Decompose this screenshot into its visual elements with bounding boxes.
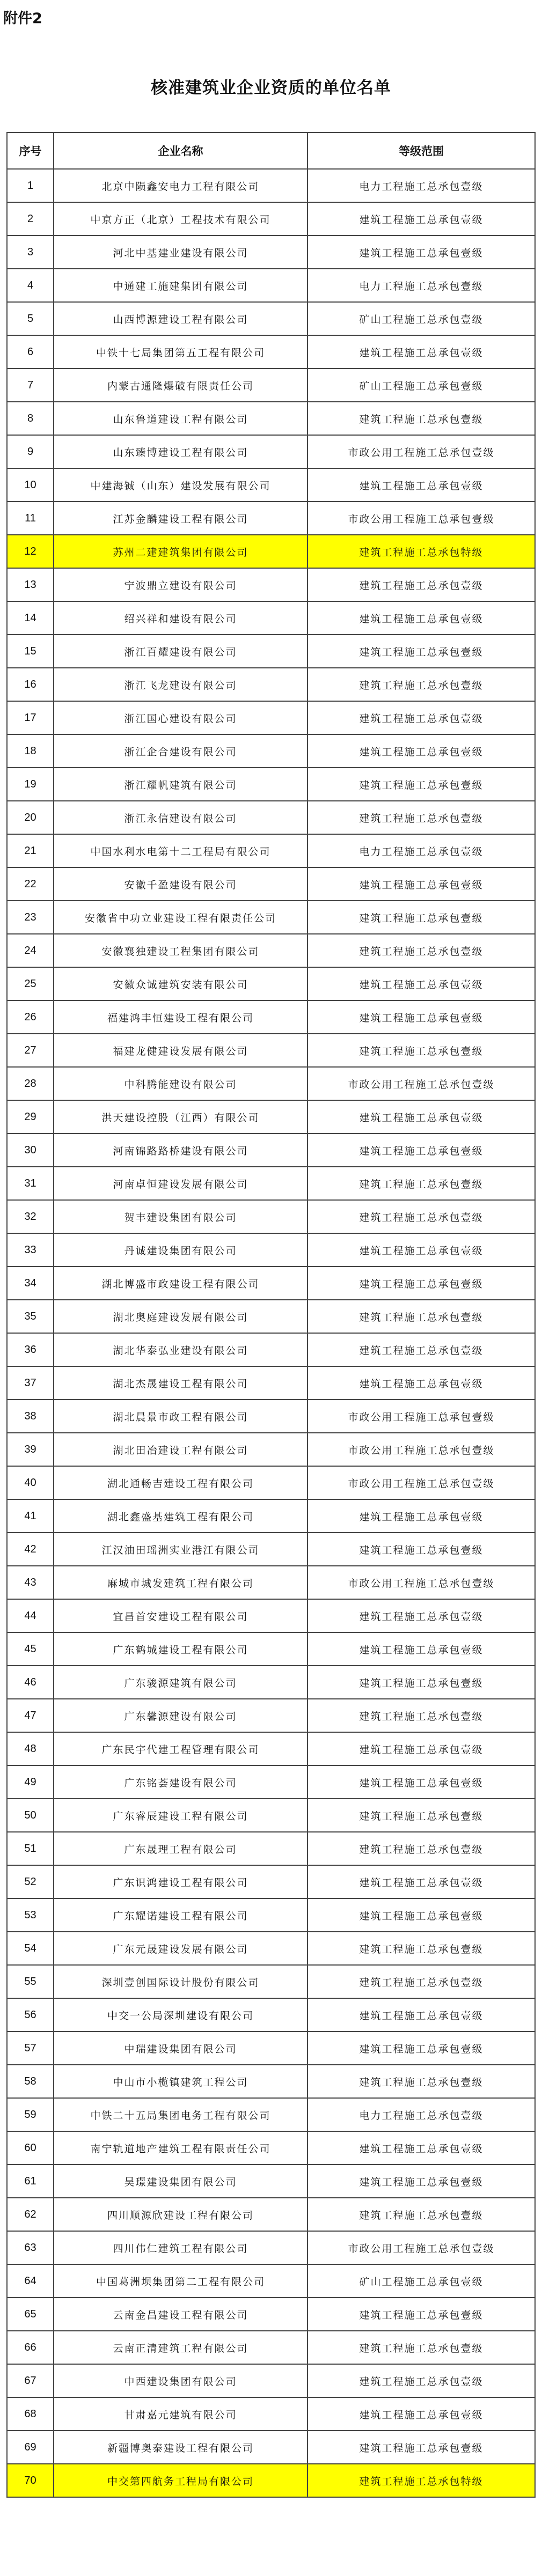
row-company-name: 江苏金麟建设工程有限公司	[54, 502, 307, 535]
row-company-name: 麻城市城发建筑工程有限公司	[54, 1566, 307, 1599]
row-index: 2	[7, 202, 54, 235]
row-scope: 市政公用工程施工总承包壹级	[307, 502, 535, 535]
row-scope: 建筑工程施工总承包壹级	[307, 1300, 535, 1333]
table-row	[7, 1799, 535, 1832]
row-scope: 建筑工程施工总承包壹级	[307, 1599, 535, 1632]
row-index: 65	[7, 2298, 54, 2331]
row-index: 7	[7, 369, 54, 402]
row-scope: 市政公用工程施工总承包壹级	[307, 1400, 535, 1433]
row-company-name: 山东鲁道建设工程有限公司	[54, 402, 307, 435]
row-scope: 建筑工程施工总承包壹级	[307, 2198, 535, 2231]
row-company-name: 安徽千盈建设有限公司	[54, 867, 307, 901]
table-row	[7, 1433, 535, 1466]
row-company-name: 中铁十七局集团第五工程有限公司	[54, 335, 307, 369]
row-company-name: 中京方正（北京）工程技术有限公司	[54, 202, 307, 235]
row-scope: 矿山工程施工总承包壹级	[307, 369, 535, 402]
table-row	[7, 834, 535, 867]
row-scope: 建筑工程施工总承包壹级	[307, 1699, 535, 1732]
row-scope: 市政公用工程施工总承包壹级	[307, 435, 535, 468]
table-row	[7, 502, 535, 535]
row-scope: 建筑工程施工总承包壹级	[307, 202, 535, 235]
row-index: 6	[7, 335, 54, 369]
table-row	[7, 1533, 535, 1566]
row-company-name: 浙江企合建设有限公司	[54, 734, 307, 768]
row-scope: 建筑工程施工总承包壹级	[307, 1732, 535, 1765]
table-row	[7, 967, 535, 1000]
row-scope: 建筑工程施工总承包壹级	[307, 1499, 535, 1533]
row-index: 30	[7, 1134, 54, 1167]
row-scope: 市政公用工程施工总承包壹级	[307, 1067, 535, 1100]
table-row	[7, 568, 535, 601]
row-scope: 建筑工程施工总承包壹级	[307, 1134, 535, 1167]
row-index: 62	[7, 2198, 54, 2231]
row-index: 49	[7, 1765, 54, 1799]
table-row	[7, 2331, 535, 2364]
table-row	[7, 269, 535, 302]
row-index: 43	[7, 1566, 54, 1599]
row-scope: 建筑工程施工总承包壹级	[307, 1533, 535, 1566]
table-row	[7, 369, 535, 402]
row-index: 16	[7, 668, 54, 701]
row-index: 12	[7, 535, 54, 568]
row-company-name: 贺丰建设集团有限公司	[54, 1200, 307, 1233]
row-scope: 建筑工程施工总承包壹级	[307, 568, 535, 601]
table-row	[7, 768, 535, 801]
header-scope: 等级范围	[307, 133, 535, 169]
row-scope: 建筑工程施工总承包特级	[307, 2464, 535, 2497]
row-scope: 建筑工程施工总承包壹级	[307, 1034, 535, 1067]
table-row	[7, 1732, 535, 1765]
row-scope: 建筑工程施工总承包壹级	[307, 2364, 535, 2397]
row-company-name: 内蒙古通隆爆破有限责任公司	[54, 369, 307, 402]
table-row	[7, 2464, 535, 2497]
row-company-name: 广东睿辰建设工程有限公司	[54, 1799, 307, 1832]
row-company-name: 北京中陨鑫安电力工程有限公司	[54, 169, 307, 202]
row-company-name: 福建鸿丰恒建设工程有限公司	[54, 1000, 307, 1034]
row-index: 51	[7, 1832, 54, 1865]
attachment-label: 附件2	[3, 10, 42, 27]
row-index: 38	[7, 1400, 54, 1433]
row-company-name: 浙江耀帆建筑有限公司	[54, 768, 307, 801]
row-scope: 建筑工程施工总承包壹级	[307, 1167, 535, 1200]
row-scope: 建筑工程施工总承包壹级	[307, 2131, 535, 2165]
row-index: 66	[7, 2331, 54, 2364]
row-index: 52	[7, 1865, 54, 1898]
header-company: 企业名称	[54, 133, 307, 169]
row-index: 11	[7, 502, 54, 535]
table-row	[7, 1998, 535, 2032]
row-company-name: 丹诚建设集团有限公司	[54, 1233, 307, 1267]
row-company-name: 中通建工施建集团有限公司	[54, 269, 307, 302]
table-row	[7, 2198, 535, 2231]
row-company-name: 江汉油田瑶洲实业港江有限公司	[54, 1533, 307, 1566]
row-scope: 建筑工程施工总承包壹级	[307, 601, 535, 635]
row-scope: 建筑工程施工总承包壹级	[307, 1000, 535, 1034]
table-row	[7, 601, 535, 635]
row-company-name: 湖北鑫盛基建筑工程有限公司	[54, 1499, 307, 1533]
row-scope: 建筑工程施工总承包壹级	[307, 1965, 535, 1998]
row-index: 56	[7, 1998, 54, 2032]
row-company-name: 四川伟仁建筑工程有限公司	[54, 2231, 307, 2264]
company-qualification-table	[6, 132, 536, 2498]
row-company-name: 广东识鸿建设工程有限公司	[54, 1865, 307, 1898]
row-index: 33	[7, 1233, 54, 1267]
row-scope: 建筑工程施工总承包壹级	[307, 867, 535, 901]
row-scope: 市政公用工程施工总承包壹级	[307, 2231, 535, 2264]
table-row	[7, 435, 535, 468]
row-scope: 电力工程施工总承包壹级	[307, 834, 535, 867]
row-index: 60	[7, 2131, 54, 2165]
row-company-name: 中交第四航务工程局有限公司	[54, 2464, 307, 2497]
row-scope: 建筑工程施工总承包壹级	[307, 235, 535, 269]
row-company-name: 广东馨源建设有限公司	[54, 1699, 307, 1732]
row-scope: 电力工程施工总承包壹级	[307, 169, 535, 202]
row-scope: 矿山工程施工总承包壹级	[307, 2264, 535, 2298]
table-row	[7, 2397, 535, 2431]
table-row	[7, 2298, 535, 2331]
table-row	[7, 901, 535, 934]
table-row	[7, 635, 535, 668]
table-row	[7, 1034, 535, 1067]
table-row	[7, 1067, 535, 1100]
row-company-name: 云南金昌建设工程有限公司	[54, 2298, 307, 2331]
row-scope: 建筑工程施工总承包壹级	[307, 1632, 535, 1666]
row-scope: 建筑工程施工总承包壹级	[307, 1932, 535, 1965]
row-company-name: 宁波鼎立建设有限公司	[54, 568, 307, 601]
row-company-name: 宜昌首安建设工程有限公司	[54, 1599, 307, 1632]
row-company-name: 中瑞建设集团有限公司	[54, 2032, 307, 2065]
document-title: 核准建筑业企业资质的单位名单	[151, 78, 391, 98]
row-company-name: 广东元晟建设发展有限公司	[54, 1932, 307, 1965]
row-company-name: 中铁二十五局集团电务工程有限公司	[54, 2098, 307, 2131]
row-scope: 电力工程施工总承包壹级	[307, 2098, 535, 2131]
row-company-name: 广东晟理工程有限公司	[54, 1832, 307, 1865]
table-row	[7, 2364, 535, 2397]
row-index: 48	[7, 1732, 54, 1765]
row-company-name: 浙江百耀建设有限公司	[54, 635, 307, 668]
table-body	[7, 169, 535, 2497]
row-scope: 建筑工程施工总承包壹级	[307, 734, 535, 768]
table-header-row	[7, 133, 535, 169]
table-row	[7, 302, 535, 335]
row-index: 8	[7, 402, 54, 435]
row-index: 59	[7, 2098, 54, 2131]
row-company-name: 浙江飞龙建设有限公司	[54, 668, 307, 701]
row-scope: 市政公用工程施工总承包壹级	[307, 1566, 535, 1599]
table-row	[7, 2264, 535, 2298]
table-row	[7, 2165, 535, 2198]
row-company-name: 安徽襄独建设工程集团有限公司	[54, 934, 307, 967]
row-scope: 建筑工程施工总承包壹级	[307, 2065, 535, 2098]
row-company-name: 中建海铖（山东）建设发展有限公司	[54, 468, 307, 502]
row-company-name: 湖北通畅吉建设工程有限公司	[54, 1466, 307, 1499]
row-index: 17	[7, 701, 54, 734]
table-row	[7, 1666, 535, 1699]
table-row	[7, 1832, 535, 1865]
row-scope: 电力工程施工总承包壹级	[307, 269, 535, 302]
row-scope: 建筑工程施工总承包壹级	[307, 668, 535, 701]
row-scope: 建筑工程施工总承包壹级	[307, 2032, 535, 2065]
row-company-name: 安徽省中功立业建设工程有限责任公司	[54, 901, 307, 934]
row-scope: 建筑工程施工总承包壹级	[307, 801, 535, 834]
table-row	[7, 801, 535, 834]
row-company-name: 浙江国心建设有限公司	[54, 701, 307, 734]
row-company-name: 山西博源建设工程有限公司	[54, 302, 307, 335]
row-scope: 建筑工程施工总承包壹级	[307, 1666, 535, 1699]
row-company-name: 新疆博奥泰建设工程有限公司	[54, 2431, 307, 2464]
row-company-name: 云南正清建筑工程有限公司	[54, 2331, 307, 2364]
row-scope: 市政公用工程施工总承包壹级	[307, 1466, 535, 1499]
row-scope: 建筑工程施工总承包壹级	[307, 2331, 535, 2364]
row-index: 40	[7, 1466, 54, 1499]
row-index: 13	[7, 568, 54, 601]
table-row	[7, 1400, 535, 1433]
row-index: 35	[7, 1300, 54, 1333]
row-index: 68	[7, 2397, 54, 2431]
row-index: 67	[7, 2364, 54, 2397]
row-company-name: 湖北奥庭建设发展有限公司	[54, 1300, 307, 1333]
row-index: 27	[7, 1034, 54, 1067]
table-row	[7, 169, 535, 202]
row-company-name: 河南卓恒建设发展有限公司	[54, 1167, 307, 1200]
row-scope: 建筑工程施工总承包壹级	[307, 934, 535, 967]
table-row	[7, 535, 535, 568]
row-index: 29	[7, 1100, 54, 1134]
row-scope: 建筑工程施工总承包壹级	[307, 1267, 535, 1300]
row-scope: 建筑工程施工总承包壹级	[307, 2397, 535, 2431]
row-scope: 市政公用工程施工总承包壹级	[307, 1433, 535, 1466]
row-company-name: 中科腾能建设有限公司	[54, 1067, 307, 1100]
row-index: 53	[7, 1898, 54, 1932]
table-row	[7, 1333, 535, 1366]
row-index: 70	[7, 2464, 54, 2497]
row-index: 26	[7, 1000, 54, 1034]
row-company-name: 中国葛洲坝集团第二工程有限公司	[54, 2264, 307, 2298]
row-index: 5	[7, 302, 54, 335]
row-scope: 建筑工程施工总承包壹级	[307, 1233, 535, 1267]
row-scope: 建筑工程施工总承包壹级	[307, 1765, 535, 1799]
row-scope: 建筑工程施工总承包壹级	[307, 1799, 535, 1832]
table-row	[7, 2131, 535, 2165]
row-index: 46	[7, 1666, 54, 1699]
row-scope: 建筑工程施工总承包壹级	[307, 1200, 535, 1233]
row-company-name: 中交一公局深圳建设有限公司	[54, 1998, 307, 2032]
row-index: 3	[7, 235, 54, 269]
row-company-name: 中西建设集团有限公司	[54, 2364, 307, 2397]
table-row	[7, 1134, 535, 1167]
row-index: 14	[7, 601, 54, 635]
table-row	[7, 1765, 535, 1799]
row-company-name: 福建龙健建设发展有限公司	[54, 1034, 307, 1067]
row-company-name: 中国水利水电第十二工程局有限公司	[54, 834, 307, 867]
table-row	[7, 235, 535, 269]
row-index: 47	[7, 1699, 54, 1732]
table-row	[7, 202, 535, 235]
row-index: 42	[7, 1533, 54, 1566]
row-index: 50	[7, 1799, 54, 1832]
row-company-name: 广东民宇代建工程管理有限公司	[54, 1732, 307, 1765]
table-row	[7, 934, 535, 967]
table-row	[7, 1932, 535, 1965]
table-row	[7, 734, 535, 768]
row-index: 61	[7, 2165, 54, 2198]
row-index: 18	[7, 734, 54, 768]
table-row	[7, 1865, 535, 1898]
row-scope: 建筑工程施工总承包壹级	[307, 768, 535, 801]
row-company-name: 山东臻博建设工程有限公司	[54, 435, 307, 468]
row-company-name: 湖北华泰弘业建设有限公司	[54, 1333, 307, 1366]
row-scope: 建筑工程施工总承包壹级	[307, 701, 535, 734]
row-index: 44	[7, 1599, 54, 1632]
row-company-name: 河北中基建业建设有限公司	[54, 235, 307, 269]
row-scope: 建筑工程施工总承包壹级	[307, 1366, 535, 1400]
table-row	[7, 1898, 535, 1932]
row-company-name: 湖北晨景市政工程有限公司	[54, 1400, 307, 1433]
row-company-name: 南宁轨道地产建筑工程有限责任公司	[54, 2131, 307, 2165]
row-index: 58	[7, 2065, 54, 2098]
row-scope: 建筑工程施工总承包壹级	[307, 1333, 535, 1366]
table-row	[7, 1599, 535, 1632]
row-company-name: 广东鹤城建设工程有限公司	[54, 1632, 307, 1666]
table-row	[7, 1300, 535, 1333]
row-scope: 建筑工程施工总承包壹级	[307, 2165, 535, 2198]
table-row	[7, 1499, 535, 1533]
row-index: 45	[7, 1632, 54, 1666]
header-index: 序号	[7, 133, 54, 169]
row-company-name: 广东骏源建筑有限公司	[54, 1666, 307, 1699]
row-scope: 建筑工程施工总承包壹级	[307, 1100, 535, 1134]
row-index: 32	[7, 1200, 54, 1233]
row-index: 64	[7, 2264, 54, 2298]
row-scope: 建筑工程施工总承包特级	[307, 535, 535, 568]
row-index: 15	[7, 635, 54, 668]
row-company-name: 吴璟建设集团有限公司	[54, 2165, 307, 2198]
row-scope: 建筑工程施工总承包壹级	[307, 402, 535, 435]
row-company-name: 苏州二建建筑集团有限公司	[54, 535, 307, 568]
row-index: 36	[7, 1333, 54, 1366]
row-index: 10	[7, 468, 54, 502]
row-scope: 建筑工程施工总承包壹级	[307, 635, 535, 668]
row-index: 39	[7, 1433, 54, 1466]
table-row	[7, 2032, 535, 2065]
table-row	[7, 402, 535, 435]
row-company-name: 甘肃嘉元建筑有限公司	[54, 2397, 307, 2431]
table-row	[7, 1000, 535, 1034]
row-index: 41	[7, 1499, 54, 1533]
row-index: 1	[7, 169, 54, 202]
row-index: 28	[7, 1067, 54, 1100]
row-index: 34	[7, 1267, 54, 1300]
row-scope: 建筑工程施工总承包壹级	[307, 967, 535, 1000]
table-row	[7, 1267, 535, 1300]
row-company-name: 浙江永信建设有限公司	[54, 801, 307, 834]
row-scope: 建筑工程施工总承包壹级	[307, 1832, 535, 1865]
row-company-name: 四川顺源欣建设工程有限公司	[54, 2198, 307, 2231]
row-scope: 建筑工程施工总承包壹级	[307, 335, 535, 369]
row-company-name: 中山市小榄镇建筑工程公司	[54, 2065, 307, 2098]
row-company-name: 深圳壹创国际设计股份有限公司	[54, 1965, 307, 1998]
row-company-name: 湖北田冶建设工程有限公司	[54, 1433, 307, 1466]
table-row	[7, 1566, 535, 1599]
table-row	[7, 1200, 535, 1233]
row-index: 23	[7, 901, 54, 934]
row-company-name: 湖北杰晟建设工程有限公司	[54, 1366, 307, 1400]
row-company-name: 河南锦路路桥建设有限公司	[54, 1134, 307, 1167]
row-company-name: 绍兴祥和建设有限公司	[54, 601, 307, 635]
table-row	[7, 335, 535, 369]
row-scope: 建筑工程施工总承包壹级	[307, 1865, 535, 1898]
table-row	[7, 1167, 535, 1200]
table-row	[7, 867, 535, 901]
row-scope: 建筑工程施工总承包壹级	[307, 901, 535, 934]
table-row	[7, 1632, 535, 1666]
row-scope: 矿山工程施工总承包壹级	[307, 302, 535, 335]
row-index: 37	[7, 1366, 54, 1400]
table-row	[7, 2065, 535, 2098]
table-row	[7, 2431, 535, 2464]
table-row	[7, 1366, 535, 1400]
table-row	[7, 1233, 535, 1267]
row-company-name: 广东铭荟建设有限公司	[54, 1765, 307, 1799]
row-index: 55	[7, 1965, 54, 1998]
row-index: 63	[7, 2231, 54, 2264]
table-row	[7, 1466, 535, 1499]
table-row	[7, 2231, 535, 2264]
row-index: 22	[7, 867, 54, 901]
row-company-name: 洪天建设控股（江西）有限公司	[54, 1100, 307, 1134]
table-row	[7, 668, 535, 701]
table-row	[7, 1100, 535, 1134]
row-index: 25	[7, 967, 54, 1000]
row-index: 20	[7, 801, 54, 834]
row-scope: 建筑工程施工总承包壹级	[307, 468, 535, 502]
row-company-name: 广东耀诺建设工程有限公司	[54, 1898, 307, 1932]
row-index: 9	[7, 435, 54, 468]
row-index: 54	[7, 1932, 54, 1965]
row-scope: 建筑工程施工总承包壹级	[307, 2298, 535, 2331]
row-company-name: 安徽众诚建筑安装有限公司	[54, 967, 307, 1000]
row-scope: 建筑工程施工总承包壹级	[307, 2431, 535, 2464]
row-scope: 建筑工程施工总承包壹级	[307, 1998, 535, 2032]
row-index: 69	[7, 2431, 54, 2464]
row-scope: 建筑工程施工总承包壹级	[307, 1898, 535, 1932]
table-row	[7, 701, 535, 734]
row-index: 31	[7, 1167, 54, 1200]
table-row	[7, 468, 535, 502]
row-index: 24	[7, 934, 54, 967]
table-row	[7, 1965, 535, 1998]
row-company-name: 湖北博盛市政建设工程有限公司	[54, 1267, 307, 1300]
row-index: 4	[7, 269, 54, 302]
row-index: 19	[7, 768, 54, 801]
table-row	[7, 1699, 535, 1732]
table-row	[7, 2098, 535, 2131]
row-index: 57	[7, 2032, 54, 2065]
row-index: 21	[7, 834, 54, 867]
